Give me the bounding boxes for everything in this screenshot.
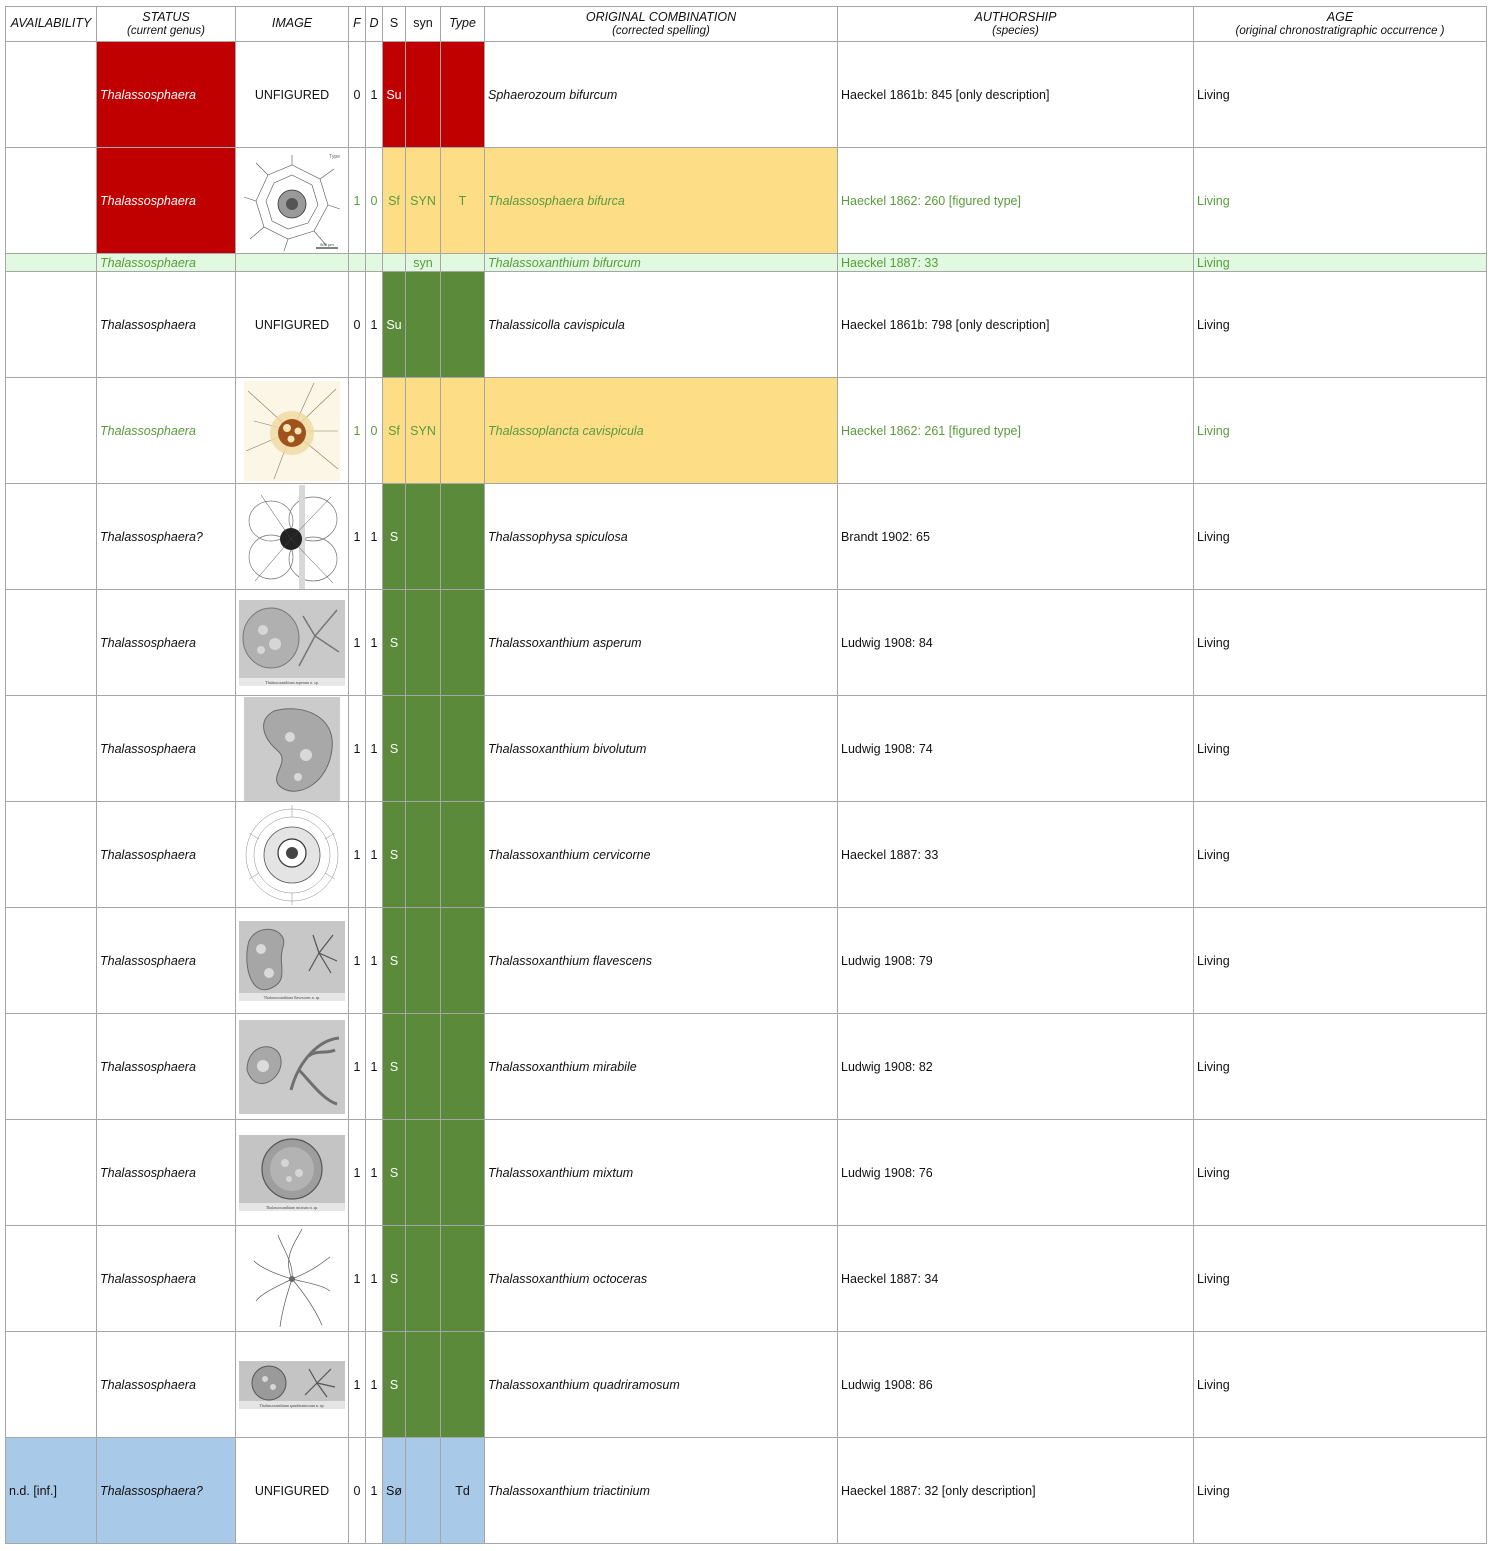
table-row	[6, 1438, 1487, 1544]
syn-cell	[406, 908, 441, 1014]
radiolarian-photo-icon	[244, 697, 340, 801]
availability-cell	[6, 272, 97, 378]
radiolarian-photo-icon	[239, 921, 345, 1001]
availability-cell	[6, 908, 97, 1014]
s-cell: Sf	[383, 378, 406, 484]
age-cell: Living	[1194, 484, 1487, 590]
syn-cell	[406, 590, 441, 696]
age-cell: Living	[1194, 1014, 1487, 1120]
age-cell: Living	[1194, 802, 1487, 908]
age-cell: Living	[1194, 42, 1487, 148]
s-cell: S	[383, 1226, 406, 1332]
table-row	[6, 484, 1487, 590]
header-d-label: D	[369, 16, 379, 31]
authorship-cell: Haeckel 1862: 261 [figured type]	[838, 378, 1194, 484]
image-unfigured: UNFIGURED	[236, 272, 349, 378]
syn-cell	[406, 696, 441, 802]
syn-cell: syn	[406, 254, 441, 272]
header-syn	[406, 7, 441, 42]
image-cell	[236, 1332, 349, 1438]
d-cell: 1	[366, 908, 383, 1014]
radiolarian-photo-icon	[239, 1135, 345, 1211]
header-age-sub: (original chronostratigraphic occurrence )	[1235, 24, 1445, 37]
authorship-cell: Haeckel 1887: 33	[838, 254, 1194, 272]
d-cell: 1	[366, 802, 383, 908]
age-cell: Living	[1194, 908, 1487, 1014]
f-cell: 0	[349, 1438, 366, 1544]
status-genus-cell: Thalassosphaera	[97, 802, 236, 908]
image-caption: Thalassoxanthium asperum n. sp.	[265, 679, 319, 685]
header-s-label: S	[389, 16, 399, 31]
combination-cell: Thalassoxanthium flavescens	[485, 908, 838, 1014]
d-cell: 0	[366, 378, 383, 484]
radiolarian-colour-plate-icon	[244, 381, 340, 481]
table-row	[6, 272, 1487, 378]
taxonomy-table	[5, 6, 1487, 1544]
f-cell: 1	[349, 802, 366, 908]
combination-cell: Thalassoxanthium mixtum	[485, 1120, 838, 1226]
s-cell: Su	[383, 42, 406, 148]
header-f-label: F	[353, 16, 361, 31]
table-row	[6, 378, 1487, 484]
status-genus-cell: Thalassosphaera	[97, 908, 236, 1014]
syn-cell: SYN	[406, 148, 441, 254]
status-genus-cell: Thalassosphaera	[97, 254, 236, 272]
d-cell: 1	[366, 1120, 383, 1226]
syn-cell	[406, 1438, 441, 1544]
availability-cell	[6, 590, 97, 696]
availability-cell	[6, 148, 97, 254]
type-cell	[441, 1332, 485, 1438]
s-cell: Su	[383, 272, 406, 378]
image-cell	[236, 254, 349, 272]
status-genus-cell: Thalassosphaera	[97, 696, 236, 802]
radiolarian-photo-icon	[239, 600, 345, 686]
age-cell: Living	[1194, 272, 1487, 378]
syn-cell	[406, 42, 441, 148]
image-caption: Thalassoxanthium flavescens n. sp.	[263, 994, 321, 1000]
image-unfigured: UNFIGURED	[236, 1438, 349, 1544]
type-cell	[441, 272, 485, 378]
status-genus-cell: Thalassosphaera	[97, 148, 236, 254]
s-cell: S	[383, 484, 406, 590]
d-cell: 1	[366, 484, 383, 590]
type-cell	[441, 484, 485, 590]
status-genus-cell: Thalassosphaera	[97, 590, 236, 696]
combination-cell: Thalassicolla cavispicula	[485, 272, 838, 378]
age-cell: Living	[1194, 254, 1487, 272]
syn-cell	[406, 1332, 441, 1438]
authorship-cell: Ludwig 1908: 79	[838, 908, 1194, 1014]
authorship-cell: Haeckel 1862: 260 [figured type]	[838, 148, 1194, 254]
type-cell	[441, 254, 485, 272]
type-cell	[441, 1226, 485, 1332]
d-cell: 1	[366, 696, 383, 802]
combination-cell: Thalassoxanthium bivolutum	[485, 696, 838, 802]
f-cell: 1	[349, 696, 366, 802]
header-combination-label: ORIGINAL COMBINATION	[585, 10, 737, 25]
image-cell	[236, 1226, 349, 1332]
header-image	[236, 7, 349, 42]
s-cell	[383, 254, 406, 272]
d-cell	[366, 254, 383, 272]
image-cell	[236, 1120, 349, 1226]
header-d	[366, 7, 383, 42]
image-cell	[236, 484, 349, 590]
availability-cell	[6, 802, 97, 908]
type-cell	[441, 696, 485, 802]
image-caption: Thalassoxanthium mixtum n. sp.	[265, 1204, 319, 1210]
table-row	[6, 696, 1487, 802]
s-cell: S	[383, 696, 406, 802]
header-age	[1194, 7, 1487, 42]
syn-cell	[406, 802, 441, 908]
image-cell	[236, 696, 349, 802]
combination-cell: Thalassoxanthium octoceras	[485, 1226, 838, 1332]
image-caption: Thalassoxanthium quadriramosum n. sp.	[259, 1402, 325, 1408]
s-cell: S	[383, 802, 406, 908]
authorship-cell: Haeckel 1861b: 845 [only description]	[838, 42, 1194, 148]
header-status-sub: (current genus)	[127, 24, 205, 37]
f-cell: 1	[349, 484, 366, 590]
radiolarian-drawing-icon	[241, 803, 343, 907]
radiolarian-drawing-icon	[241, 485, 343, 589]
syn-cell	[406, 1226, 441, 1332]
age-cell: Living	[1194, 1226, 1487, 1332]
age-cell: Living	[1194, 1332, 1487, 1438]
header-syn-label: syn	[413, 16, 433, 31]
header-s	[383, 7, 406, 42]
availability-cell	[6, 254, 97, 272]
authorship-cell: Haeckel 1887: 34	[838, 1226, 1194, 1332]
s-cell: S	[383, 1120, 406, 1226]
authorship-cell: Brandt 1902: 65	[838, 484, 1194, 590]
f-cell: 0	[349, 272, 366, 378]
combination-cell: Thalassoxanthium cervicorne	[485, 802, 838, 908]
availability-cell	[6, 1226, 97, 1332]
authorship-cell: Ludwig 1908: 84	[838, 590, 1194, 696]
status-genus-cell: Thalassosphaera	[97, 1120, 236, 1226]
table-row	[6, 802, 1487, 908]
availability-cell	[6, 1120, 97, 1226]
availability-cell	[6, 1332, 97, 1438]
authorship-cell: Ludwig 1908: 86	[838, 1332, 1194, 1438]
combination-cell: Thalassoxanthium asperum	[485, 590, 838, 696]
combination-cell: Thalassoplancta cavispicula	[485, 378, 838, 484]
age-cell: Living	[1194, 148, 1487, 254]
status-genus-cell: Thalassosphaera?	[97, 1438, 236, 1544]
table-row	[6, 1120, 1487, 1226]
syn-cell	[406, 1120, 441, 1226]
availability-cell	[6, 696, 97, 802]
table-row	[6, 1226, 1487, 1332]
d-cell: 1	[366, 1014, 383, 1120]
header-authorship	[838, 7, 1194, 42]
combination-cell: Thalassosphaera bifurca	[485, 148, 838, 254]
type-cell	[441, 908, 485, 1014]
header-f	[349, 7, 366, 42]
combination-cell: Thalassoxanthium quadriramosum	[485, 1332, 838, 1438]
type-cell	[441, 1120, 485, 1226]
table-row	[6, 1332, 1487, 1438]
status-genus-cell: Thalassosphaera	[97, 1226, 236, 1332]
image-cell	[236, 1014, 349, 1120]
radiolarian-photo-icon	[239, 1361, 345, 1409]
radiolarian-drawing-icon	[252, 1227, 332, 1331]
table-row	[6, 908, 1487, 1014]
combination-cell: Thalassoxanthium triactinium	[485, 1438, 838, 1544]
header-image-label: IMAGE	[271, 16, 313, 31]
s-cell: S	[383, 1014, 406, 1120]
table-row	[6, 148, 1487, 254]
type-cell: T	[441, 148, 485, 254]
authorship-cell: Ludwig 1908: 74	[838, 696, 1194, 802]
authorship-cell: Haeckel 1887: 33	[838, 802, 1194, 908]
syn-cell	[406, 484, 441, 590]
d-cell: 1	[366, 590, 383, 696]
combination-cell: Thalassoxanthium mirabile	[485, 1014, 838, 1120]
header-combination-sub: (corrected spelling)	[612, 24, 710, 37]
type-cell: Td	[441, 1438, 485, 1544]
image-cell	[236, 802, 349, 908]
combination-cell: Sphaerozoum bifurcum	[485, 42, 838, 148]
f-cell: 1	[349, 1120, 366, 1226]
authorship-cell: Ludwig 1908: 76	[838, 1120, 1194, 1226]
availability-cell	[6, 378, 97, 484]
combination-cell: Thalassophysa spiculosa	[485, 484, 838, 590]
header-type	[441, 7, 485, 42]
status-genus-cell: Thalassosphaera?	[97, 484, 236, 590]
f-cell: 1	[349, 1332, 366, 1438]
image-unfigured: UNFIGURED	[236, 42, 349, 148]
image-cell	[236, 378, 349, 484]
s-cell: S	[383, 908, 406, 1014]
table-row	[6, 590, 1487, 696]
age-cell: Living	[1194, 1120, 1487, 1226]
header-availability	[6, 7, 97, 42]
age-cell: Living	[1194, 696, 1487, 802]
s-cell: Sf	[383, 148, 406, 254]
status-genus-cell: Thalassosphaera	[97, 42, 236, 148]
combination-cell: Thalassoxanthium bifurcum	[485, 254, 838, 272]
f-cell: 0	[349, 42, 366, 148]
availability-cell: n.d. [inf.]	[6, 1438, 97, 1544]
radiolarian-drawing-icon	[240, 149, 344, 253]
radiolarian-photo-icon	[239, 1020, 345, 1114]
header-status	[97, 7, 236, 42]
syn-cell	[406, 1014, 441, 1120]
table-row	[6, 1014, 1487, 1120]
authorship-cell: Haeckel 1887: 32 [only description]	[838, 1438, 1194, 1544]
authorship-cell: Ludwig 1908: 82	[838, 1014, 1194, 1120]
f-cell: 1	[349, 908, 366, 1014]
type-cell	[441, 1014, 485, 1120]
scale-bar-label: 500 µm	[320, 241, 334, 247]
s-cell: S	[383, 590, 406, 696]
d-cell: 1	[366, 1332, 383, 1438]
f-cell: 1	[349, 378, 366, 484]
availability-cell	[6, 484, 97, 590]
d-cell: 1	[366, 1226, 383, 1332]
d-cell: 0	[366, 148, 383, 254]
f-cell: 1	[349, 1014, 366, 1120]
status-genus-cell: Thalassosphaera	[97, 378, 236, 484]
header-type-label: Type	[449, 16, 476, 31]
type-cell	[441, 378, 485, 484]
d-cell: 1	[366, 1438, 383, 1544]
header-combination	[485, 7, 838, 42]
type-cell	[441, 42, 485, 148]
f-cell: 1	[349, 1226, 366, 1332]
authorship-cell: Haeckel 1861b: 798 [only description]	[838, 272, 1194, 378]
header-availability-label: AVAILABILITY	[10, 16, 92, 31]
syn-cell: SYN	[406, 378, 441, 484]
image-cell	[236, 908, 349, 1014]
header-status-label: STATUS	[142, 10, 190, 25]
header-authorship-label: AUTHORSHIP	[974, 10, 1057, 25]
status-genus-cell: Thalassosphaera	[97, 1332, 236, 1438]
header-age-label: AGE	[1326, 10, 1354, 25]
syn-cell	[406, 272, 441, 378]
d-cell: 1	[366, 42, 383, 148]
status-genus-cell: Thalassosphaera	[97, 272, 236, 378]
s-cell: Sø	[383, 1438, 406, 1544]
table-row	[6, 254, 1487, 272]
header-authorship-sub: (species)	[992, 24, 1039, 37]
availability-cell	[6, 42, 97, 148]
type-cell	[441, 590, 485, 696]
image-cell	[236, 148, 349, 254]
image-caption: Type	[329, 153, 340, 160]
type-cell	[441, 802, 485, 908]
d-cell: 1	[366, 272, 383, 378]
f-cell	[349, 254, 366, 272]
f-cell: 1	[349, 590, 366, 696]
age-cell: Living	[1194, 378, 1487, 484]
status-genus-cell: Thalassosphaera	[97, 1014, 236, 1120]
age-cell: Living	[1194, 590, 1487, 696]
header-row	[6, 7, 1487, 42]
availability-cell	[6, 1014, 97, 1120]
image-cell	[236, 590, 349, 696]
table-row	[6, 42, 1487, 148]
f-cell: 1	[349, 148, 366, 254]
age-cell: Living	[1194, 1438, 1487, 1544]
s-cell: S	[383, 1332, 406, 1438]
